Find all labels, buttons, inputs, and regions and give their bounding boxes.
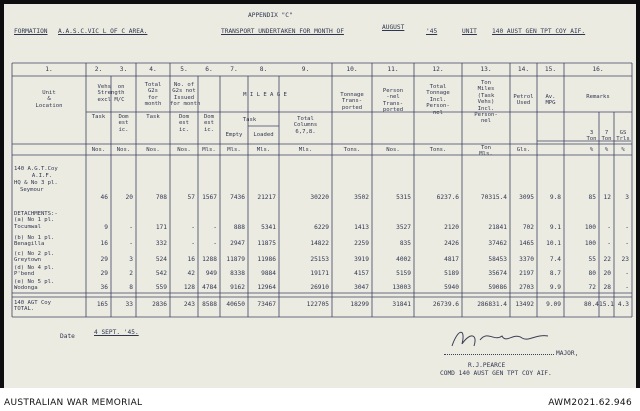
table-cell: 4157 — [354, 270, 369, 277]
table-cell: 55 — [588, 256, 596, 263]
table-cell: 9.9 — [549, 284, 561, 291]
table-cell: 29 — [100, 256, 108, 263]
table-cell: - — [625, 284, 629, 291]
table-cell: 57 — [187, 194, 195, 201]
header-ton-miles: Ton Miles (Task Vehs) Incl. Person- nel — [474, 80, 498, 125]
table-cell: 5315 — [396, 194, 411, 201]
table-cell: 21841 — [488, 224, 507, 231]
units-cell: Ton Mls. — [479, 145, 493, 158]
units-cell: Nos. — [386, 147, 400, 153]
table-cell: 37462 — [488, 240, 507, 247]
total-cell: 2836 — [152, 301, 167, 308]
column-number: 5. — [180, 66, 188, 73]
header-loaded: Loaded — [253, 132, 274, 138]
total-cell: 4.3 — [617, 301, 629, 308]
total-cell: 243 — [183, 301, 195, 308]
row-label: (e) No 5 pl. Wodonga — [14, 279, 55, 292]
header-task-group: Task — [242, 117, 257, 123]
header-domestic-5: Dom est ic. — [178, 114, 190, 133]
total-cell: 122705 — [306, 301, 329, 308]
formation-label: FORMATION — [14, 28, 48, 35]
table-cell: 10.1 — [546, 240, 561, 247]
table-cell: 42 — [187, 270, 195, 277]
table-cell: 20 — [125, 194, 133, 201]
header-personnel: Person -nel Trans- ported — [382, 88, 404, 114]
table-cell: 70315.4 — [480, 194, 507, 201]
total-cell: 26739.6 — [432, 301, 459, 308]
table-cell: 85 — [588, 194, 596, 201]
total-cell: 286831.4 — [477, 301, 507, 308]
table-cell: 72 — [588, 284, 596, 291]
table-cell: 35674 — [488, 270, 507, 277]
unit-block-line-2: A.I.F. — [31, 173, 53, 179]
signatory-name: R.J.PEARCE — [468, 362, 506, 369]
table-cell: 524 — [155, 256, 167, 263]
table-cell: 29 — [100, 270, 108, 277]
table-cell: 3047 — [354, 284, 369, 291]
signature — [444, 324, 564, 352]
total-cell: 9.09 — [546, 301, 561, 308]
column-number: 2. — [94, 66, 103, 73]
header-3-ton: 3 Ton — [586, 130, 597, 143]
column-number: 14. — [517, 66, 530, 73]
header-petrol: Petrol Used — [513, 94, 534, 107]
units-cell: Nos. — [146, 147, 160, 153]
table-cell: - — [129, 224, 133, 231]
total-cell: 40650 — [226, 301, 245, 308]
table-cell: 5189 — [444, 270, 459, 277]
table-cell: 2703 — [519, 284, 534, 291]
table-cell: 6229 — [314, 224, 329, 231]
table-cell: 100 — [584, 224, 596, 231]
units-cell: Nos. — [177, 147, 191, 153]
column-number: 12. — [432, 66, 444, 73]
table-cell: 16 — [187, 256, 195, 263]
table-cell: - — [191, 224, 195, 231]
units-cell: Nos. — [91, 147, 106, 153]
table-cell: 4817 — [444, 256, 459, 263]
archive-id: AWM2021.62.946 — [548, 398, 632, 408]
table-cell: 5940 — [444, 284, 459, 291]
units-cell: Gls. — [516, 147, 531, 153]
column-number: 6. — [205, 66, 213, 73]
total-cell: 80.4 — [584, 301, 599, 308]
table-cell: 8 — [129, 284, 133, 291]
table-cell: 8338 — [230, 270, 245, 277]
units-cell: % — [589, 147, 594, 153]
month-value: AUGUST — [382, 24, 405, 31]
document-sheet — [4, 4, 636, 388]
table-cell: 1567 — [202, 194, 217, 201]
table-cell: 21217 — [257, 194, 276, 201]
signatory-rank: MAJOR, — [556, 350, 579, 357]
units-cell: Mls. — [298, 147, 313, 153]
table-cell: - — [213, 240, 217, 247]
header-total-g2s: Total G2s for month — [144, 82, 162, 108]
units-cell: Mls. — [227, 147, 241, 153]
signatory-command: COMD 140 AUST GEN TPT COY AIF. — [440, 370, 552, 377]
header-domestic-6: Dom est ic. — [203, 114, 215, 133]
column-number: 11. — [387, 66, 399, 73]
total-cell: 31841 — [392, 301, 411, 308]
table-cell: 1413 — [354, 224, 369, 231]
header-av-mpg: Av. MPG — [545, 94, 556, 107]
table-cell: 4784 — [202, 284, 217, 291]
table-cell: 23 — [621, 256, 629, 263]
row-label: (d) No 4 pl. P'bend — [14, 265, 55, 278]
table-cell: - — [607, 224, 611, 231]
units-cell: Mls. — [202, 147, 216, 153]
unit-value: 140 AUST GEN TPT COY AIF. — [492, 28, 586, 35]
table-cell: - — [625, 270, 629, 277]
units-cell: Nos. — [116, 147, 131, 153]
unit-block-line-1: 140 A.G.T.Coy — [14, 166, 58, 172]
table-cell: 80 — [588, 270, 596, 277]
column-number: 16. — [592, 66, 604, 73]
total-cell: 15.1 — [599, 301, 614, 308]
table-cell: 8.7 — [549, 270, 561, 277]
header-empty: Empty — [225, 132, 243, 138]
table-cell: 5159 — [396, 270, 411, 277]
table-cell: - — [625, 240, 629, 247]
table-cell: 3370 — [519, 256, 534, 263]
table-cell: 19171 — [310, 270, 329, 277]
table-cell: 11879 — [226, 256, 245, 263]
table-cell: 3502 — [354, 194, 369, 201]
unit-block-line-4: Seymour — [20, 187, 44, 193]
column-number: 8. — [259, 66, 268, 73]
column-number: 10. — [346, 66, 358, 73]
table-cell: 9.1 — [549, 224, 561, 231]
table-cell: 835 — [399, 240, 411, 247]
table-cell: 2259 — [354, 240, 369, 247]
table-cell: 22 — [603, 256, 611, 263]
table-cell: 100 — [584, 240, 596, 247]
column-number: 13. — [480, 66, 492, 73]
table-cell: 702 — [522, 224, 534, 231]
total-cell: 13492 — [515, 301, 534, 308]
total-cell: 8588 — [202, 301, 217, 308]
table-cell: 25153 — [310, 256, 329, 263]
table-cell: 5341 — [261, 224, 276, 231]
date-value: 4 SEPT. '45. — [94, 329, 139, 336]
table-cell: 559 — [155, 284, 167, 291]
table-cell: 7436 — [230, 194, 245, 201]
table-cell: 9 — [104, 224, 108, 231]
table-cell: - — [191, 240, 195, 247]
table-cell: 128 — [183, 284, 195, 291]
table-cell: 542 — [155, 270, 167, 277]
table-cell: 9884 — [261, 270, 276, 277]
units-cell: Tons. — [429, 147, 447, 153]
table-cell: 3095 — [519, 194, 534, 201]
table-cell: 3 — [129, 256, 133, 263]
table-cell: 9162 — [230, 284, 245, 291]
table-cell: - — [625, 224, 629, 231]
table-cell: 9.8 — [549, 194, 561, 201]
table-cell: 58453 — [488, 256, 507, 263]
total-cell: 73467 — [257, 301, 276, 308]
units-cell: Mls. — [256, 147, 271, 153]
table-cell: 1288 — [202, 256, 217, 263]
table-cell: 2197 — [519, 270, 534, 277]
table-cell: - — [607, 240, 611, 247]
table-cell: 11875 — [257, 240, 276, 247]
table-cell: 12 — [603, 194, 611, 201]
appendix-title: APPENDIX "C" — [248, 12, 293, 19]
signature-line — [444, 354, 554, 355]
header-vehs-strength: Vehs on Strength excl M/C — [97, 84, 125, 103]
column-number: 9. — [301, 66, 310, 73]
formation-value: A.A.S.C.VIC L OF C AREA. — [58, 28, 148, 35]
total-cell: 165 — [96, 301, 108, 308]
table-cell: 171 — [155, 224, 167, 231]
table-cell: 888 — [233, 224, 245, 231]
year-value: '45 — [426, 28, 438, 35]
header-task-4: Task — [146, 114, 160, 120]
header-g2s-not-issued: No. of G2s not Issued for month — [170, 82, 201, 108]
total-cell: 33 — [125, 301, 133, 308]
table-cell: 2426 — [444, 240, 459, 247]
table-cell: 36 — [100, 284, 108, 291]
table-cell: 11986 — [257, 256, 276, 263]
header-unit-location: Unit & Location — [35, 90, 63, 109]
column-number: 4. — [149, 66, 157, 73]
archive-name: AUSTRALIAN WAR MEMORIAL — [4, 398, 143, 408]
table-cell: 7.4 — [549, 256, 561, 263]
header-task-2: Task — [91, 114, 106, 120]
table-cell: 2947 — [230, 240, 245, 247]
table-cell: 16 — [100, 240, 108, 247]
units-cell: Tons. — [343, 147, 361, 153]
unit-block-line-3: HQ & No 3 pl. — [14, 180, 58, 186]
table-cell: 26910 — [310, 284, 329, 291]
date-label: Date — [60, 333, 75, 340]
table-cell: - — [213, 224, 217, 231]
total-cell: 18299 — [350, 301, 369, 308]
header-total-columns: Total Columns 6,7,8. — [293, 116, 318, 135]
row-label: DETACHMENTS:- (a) No 1 pl. Tocumwal — [14, 211, 58, 230]
header-gs-trls: GS Trls — [616, 130, 630, 143]
table-cell: 332 — [155, 240, 167, 247]
unit-label: UNIT — [462, 28, 477, 35]
archive-footer — [0, 388, 640, 411]
row-label: (b) No 1 pl. Benagilla — [14, 235, 55, 248]
table-cell: 1465 — [519, 240, 534, 247]
table-cell: 12964 — [257, 284, 276, 291]
table-cell: 708 — [155, 194, 167, 201]
header-mileage: M I L E A G E — [243, 92, 287, 98]
units-cell: % — [621, 147, 625, 153]
header-7-ton: 7 Ton — [601, 130, 612, 143]
table-cell: 2 — [129, 270, 133, 277]
header-total-tonnage: Total Tonnage Incl. Person- nel — [426, 84, 450, 116]
table-cell: 30220 — [310, 194, 329, 201]
table-cell: 59086 — [488, 284, 507, 291]
transport-label: TRANSPORT UNDERTAKEN FOR MONTH OF — [221, 28, 344, 35]
table-cell: 949 — [205, 270, 217, 277]
column-number: 15. — [544, 66, 557, 73]
table-cell: 3527 — [396, 224, 411, 231]
column-number: 7. — [230, 66, 238, 73]
table-cell: 3919 — [354, 256, 369, 263]
column-number: 3. — [119, 66, 128, 73]
header-tonnage: Tonnage Trans- ported — [340, 92, 364, 111]
table-cell: 20 — [603, 270, 611, 277]
table-cell: 28 — [603, 284, 611, 291]
column-number: 1. — [45, 66, 53, 73]
table-cell: 14822 — [310, 240, 329, 247]
table-cell: 46 — [100, 194, 108, 201]
total-row-label: 140 AGT Coy TOTAL. — [14, 300, 52, 313]
header-remarks: Remarks — [586, 94, 610, 100]
table-cell: 4002 — [396, 256, 411, 263]
table-cell: 2120 — [444, 224, 459, 231]
header-domestic-3: Dom est ic. — [118, 114, 129, 133]
units-cell: % — [604, 147, 609, 153]
table-cell: 3 — [625, 194, 629, 201]
table-cell: 6237.6 — [436, 194, 459, 201]
table-cell: 13003 — [392, 284, 411, 291]
table-cell: - — [129, 240, 133, 247]
row-label: (c) No 2 pl. Greytown — [14, 251, 55, 264]
